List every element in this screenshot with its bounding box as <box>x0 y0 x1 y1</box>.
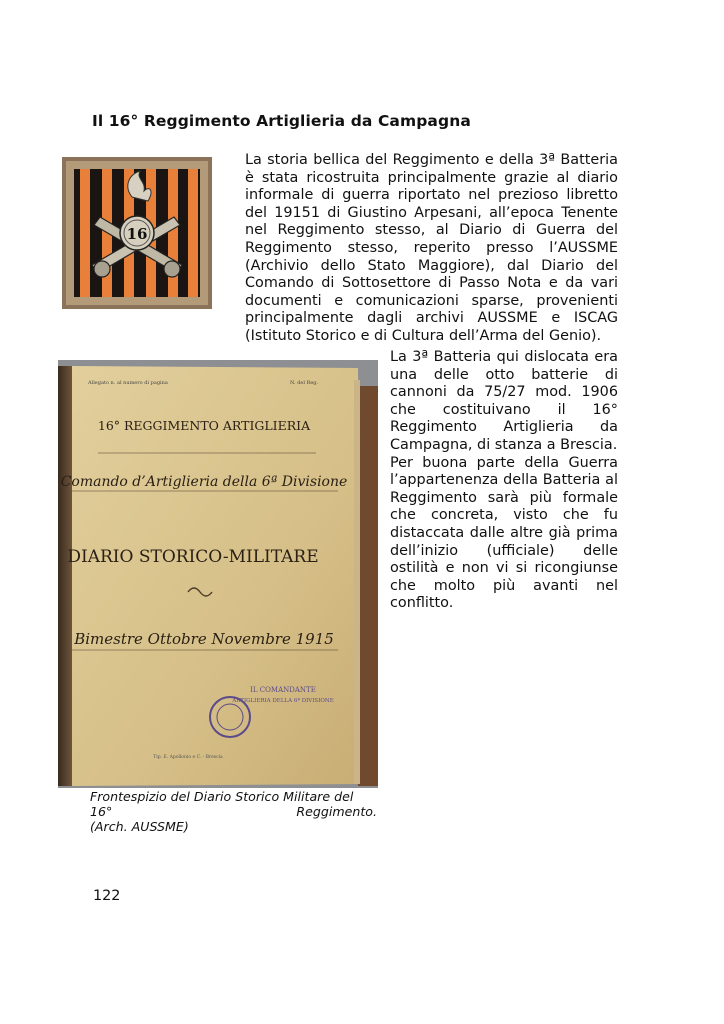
svg-text:Comando d’Artiglieria della 6ª: Comando d’Artiglieria della 6ª Divisione <box>60 474 348 490</box>
svg-text:ARTIGLIERIA DELLA 6ª DIVISIONE: ARTIGLIERIA DELLA 6ª DIVISIONE <box>232 698 334 704</box>
page-number: 122 <box>93 888 121 904</box>
svg-text:16° REGGIMENTO ARTIGLIERIA: 16° REGGIMENTO ARTIGLIERIA <box>97 418 311 433</box>
page-title: Il 16° Reggimento Artiglieria da Campagna <box>92 112 471 130</box>
battery-paragraph: La 3ª Batteria qui dislocata era una delle otto batterie di cannoni da 75/27 mod. 1906 che costituivano il 16° Reggimento Artiglieria da Campagna, di stanza a Brescia. <box>390 349 618 453</box>
image-caption: Frontespizio del Diario Storico Militare del 16° Reggimento. (Arch. AUSSME) <box>90 789 377 834</box>
diary-frontispiece-image <box>58 360 378 788</box>
intro-paragraph: La storia bellica del Reggimento e della 3ª Batteria è stata ricostruita principalmente grazie al diario informale di guerra riportato nel prezioso libretto del 19151 di Giustino Arpesani, all’epoca Tenente nel Reggimento stesso, al Diario di Guerra del Reggimento stesso, reperito presso l’AUSSME (Archivio dello Stato Maggiore), dal Diario del Comando di Sottosettore di Passo Nota e da vari documenti e comunicazioni sparse, provenienti principalmente dagli archivi AUSSME e ISCAG (Istituto Storico e di Cultura dell’Arma del Genio). <box>245 152 618 344</box>
svg-text:Bimestre Ottobre Novembre 1915: Bimestre Ottobre Novembre 1915 <box>74 630 334 648</box>
right-column <box>390 349 618 613</box>
war-paragraph: Per buona parte della Guerra l’appartenenza della Batteria al Reggimento sarà più formale che concreta, visto che fu distaccata dalle altre già prima dell’inizio (ufficiale) delle ostilità e non vi si ricongiunse che molto più avanti nel conflitto. <box>390 454 618 612</box>
svg-text:IL COMANDANTE: IL COMANDANTE <box>250 686 316 694</box>
emblem-number: 16 <box>126 225 148 243</box>
svg-text:DIARIO STORICO-MILITARE: DIARIO STORICO-MILITARE <box>67 547 319 567</box>
svg-text:Allegato n. al numero di pagin: Allegato n. al numero di pagina <box>88 380 168 386</box>
svg-text:Tip. E. Apollonio e C. - Bresc: Tip. E. Apollonio e C. - Brescia <box>153 755 223 760</box>
svg-text:N. del Reg.: N. del Reg. <box>290 380 319 386</box>
